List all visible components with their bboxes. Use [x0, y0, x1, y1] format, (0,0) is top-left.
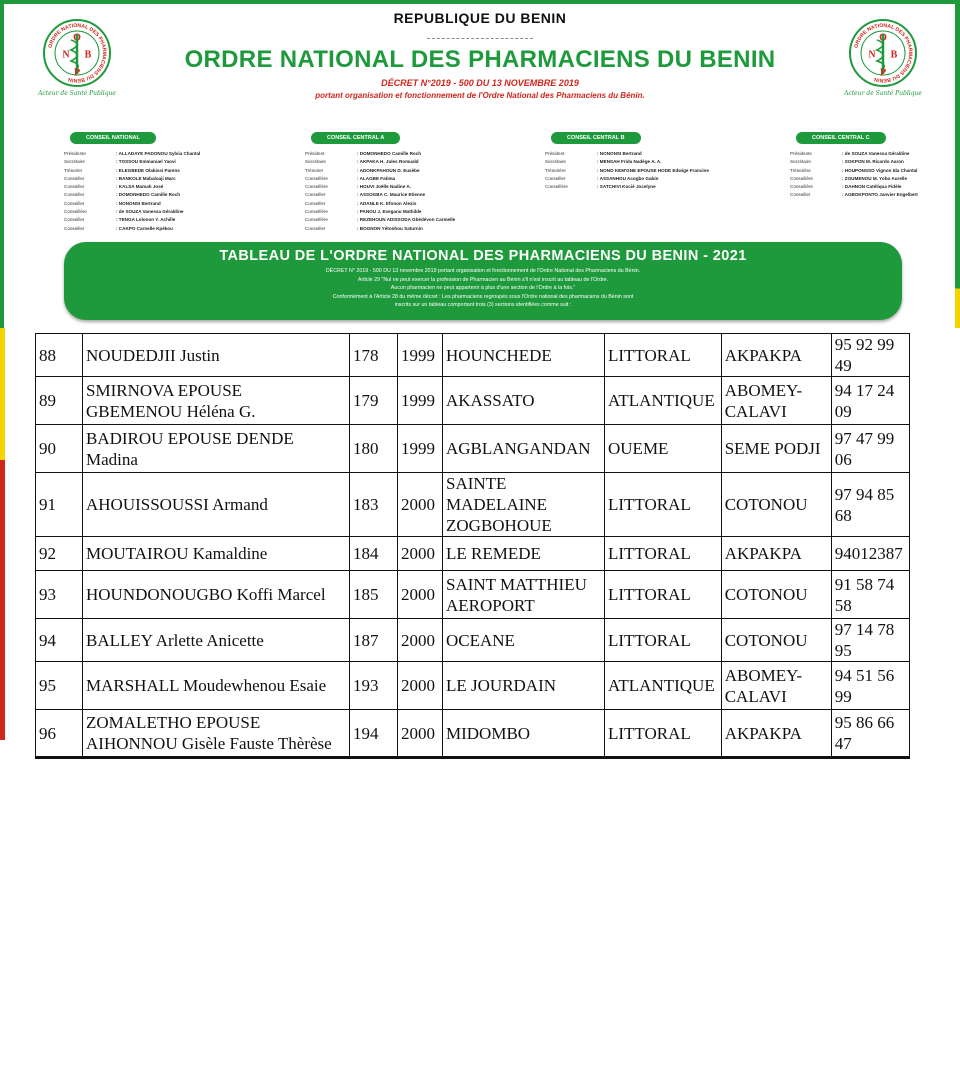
cell-number: 92	[36, 537, 83, 571]
member-name: : TENGA Lolonon Y. Achille	[116, 217, 176, 223]
member-role: Trésorière	[545, 167, 566, 173]
member-name: : ALAGBE Fatima	[357, 175, 396, 181]
cell-phone: 91 58 74 58	[831, 571, 909, 619]
cell-phone: 94 51 56 99	[831, 662, 909, 710]
table-row	[36, 334, 910, 377]
heading-divider	[427, 38, 533, 41]
member-role: Secrétaire	[305, 159, 326, 165]
member-name: : MENSAH Frida Nadège A. A.	[597, 159, 662, 165]
cell-order-number: 179	[350, 377, 398, 425]
cell-officine: HOUNCHEDE	[443, 334, 605, 377]
republic-heading: REPUBLIQUE DU BENIN	[393, 10, 567, 26]
council-member	[64, 216, 264, 224]
member-name: : DAHNON Catéliqua Fidèle	[842, 184, 902, 190]
member-name: : CAKPO Carnelle Kpékou	[116, 225, 173, 231]
council-block	[790, 126, 960, 200]
pharmacists-table	[35, 333, 910, 759]
logo-letter: P	[73, 67, 81, 79]
council-title-badge: CONSEIL CENTRAL A	[311, 132, 400, 144]
cell-department: LITTORAL	[605, 334, 722, 377]
council-block	[545, 126, 745, 191]
cell-officine: SAINT MATTHIEU AEROPORT	[443, 571, 605, 619]
council-member	[64, 200, 264, 208]
cell-order-number: 185	[350, 571, 398, 619]
council-member	[64, 158, 264, 166]
council-member	[545, 175, 745, 183]
table-row	[36, 425, 910, 473]
member-role: Président	[545, 151, 565, 156]
council-member	[64, 183, 264, 191]
cell-phone: 94012387	[831, 537, 909, 571]
member-name: : SATCHIVI Kocié Jocelyne	[597, 184, 656, 190]
council-member	[305, 175, 505, 183]
cell-order-number: 187	[350, 619, 398, 662]
cell-number: 96	[36, 710, 83, 758]
council-title-badge: CONSEIL CENTRAL B	[551, 132, 641, 144]
cell-number: 93	[36, 571, 83, 619]
member-role: Présidente	[790, 151, 812, 156]
cell-year: 2000	[398, 571, 443, 619]
member-name: : AKPAKA H. Jules Romuald	[357, 159, 419, 165]
council-member	[790, 158, 960, 166]
table-row	[36, 619, 910, 662]
cell-year: 2000	[398, 710, 443, 758]
ordre-title: ORDRE NATIONAL DES PHARMACIENS DU BENIN	[184, 46, 776, 73]
member-name: : SOKPON M. Ricardo Aaron	[842, 159, 904, 165]
member-name: : PANOU J. Eseganu Mathilde	[357, 209, 422, 215]
member-role: Conseillère	[790, 184, 813, 190]
cell-phone: 95 86 66 47	[831, 710, 909, 758]
cell-name: BADIROU EPOUSE DENDE Madina	[83, 425, 350, 473]
cell-phone: 95 92 99 49	[831, 334, 909, 377]
cell-officine: SAINTE MADELAINE ZOGBOHOUE	[443, 473, 605, 537]
council-member	[305, 150, 505, 158]
cell-order-number: 183	[350, 473, 398, 537]
banner-title: TABLEAU DE L'ORDRE NATIONAL DES PHARMACIENS DU BENIN - 2021	[219, 248, 747, 264]
table-row	[36, 377, 910, 425]
member-name: : ADONKPAHOUN D. Eusèbe	[357, 167, 420, 173]
member-name: : DOMONHEDO Camille Roch	[116, 192, 181, 198]
council-member	[305, 158, 505, 166]
cell-year: 2000	[398, 537, 443, 571]
member-role: Trésorier	[64, 167, 83, 173]
cell-commune: COTONOU	[721, 473, 831, 537]
decret-line: DÉCRET N°2019 - 500 DU 13 NOVEMBRE 2019	[381, 78, 579, 88]
council-member	[64, 167, 264, 175]
member-name: : de SOUZA Vanessa Géraldine	[116, 209, 184, 215]
cell-year: 1999	[398, 334, 443, 377]
council-member	[545, 167, 745, 175]
member-role: Conseillère	[545, 184, 568, 190]
cell-phone: 94 17 24 09	[831, 377, 909, 425]
cell-department: LITTORAL	[605, 710, 722, 758]
council-member-list	[305, 150, 505, 233]
logo-letter: N	[868, 49, 876, 61]
council-member-list	[545, 150, 745, 191]
member-name: : ADANLE K. Efonon Alexis	[357, 200, 417, 206]
cell-name: SMIRNOVA EPOUSE GBEMENOU Héléna G.	[83, 377, 350, 425]
council-member	[305, 216, 505, 224]
member-name: : NONO KEM'GNE EPOUSE HODE Edwige Francine	[597, 167, 709, 173]
member-name: : NONONSI Bertrand	[597, 151, 642, 156]
member-name: : HOUVI Joëlle Nadine A.	[357, 184, 411, 190]
member-name: : ASSANHOU Acogbo Gabin	[597, 175, 659, 181]
council-member	[64, 175, 264, 183]
logo-letter: N	[62, 49, 70, 61]
member-role: Conseillère	[64, 209, 87, 215]
cell-year: 1999	[398, 377, 443, 425]
cell-department: LITTORAL	[605, 571, 722, 619]
flag-side-strip	[0, 328, 5, 740]
council-member	[64, 225, 264, 233]
member-role: Conseillère	[305, 184, 328, 190]
cell-department: OUEME	[605, 425, 722, 473]
cell-order-number: 194	[350, 710, 398, 758]
council-member	[790, 167, 960, 175]
banner-text-line: DÉCRET N° 2019 - 500 DU 13 novembre 2019 portant organisation et fonctionnement de l'Ordre National des Pharmaciens du Bénin.	[325, 268, 641, 274]
member-name: : ZOUMENOU M. Yobo Aurelle	[842, 175, 907, 181]
tableau-banner	[64, 242, 902, 320]
table-row	[36, 662, 910, 710]
council-member	[790, 183, 960, 191]
member-role: Conseiller	[64, 175, 85, 181]
cell-year: 2000	[398, 662, 443, 710]
logo-letter: O	[879, 32, 887, 44]
cell-department: LITTORAL	[605, 473, 722, 537]
council-member	[305, 200, 505, 208]
member-name: : DOMONHEDO Camille Roch	[357, 151, 422, 156]
member-role: Conseillère	[305, 209, 328, 215]
cell-officine: MIDOMBO	[443, 710, 605, 758]
cell-commune: COTONOU	[721, 571, 831, 619]
council-block	[64, 126, 264, 233]
cell-name: NOUDEDJII Justin	[83, 334, 350, 377]
cell-name: BALLEY Arlette Anicette	[83, 619, 350, 662]
banner-text-line: Aucun pharmacien ne peut appartenir à plus d'une section de l'Ordre à la fois."	[390, 285, 576, 292]
cell-officine: OCEANE	[443, 619, 605, 662]
member-name: : ALLADAYE PADONOU Sylvia Chantal	[116, 151, 201, 156]
cell-number: 91	[36, 473, 83, 537]
council-member-list	[790, 150, 960, 200]
member-name: : BOGNON Yétonhou Saturnin	[357, 225, 423, 231]
cell-phone: 97 47 99 06	[831, 425, 909, 473]
cell-commune: SEME PODJI	[721, 425, 831, 473]
cell-officine: LE REMEDE	[443, 537, 605, 571]
council-member	[545, 150, 745, 158]
member-role: Conseillère	[790, 175, 813, 181]
member-role: Conseiller	[64, 200, 85, 206]
member-name: : TOSSOU Emmanuel Yaovi	[116, 159, 176, 165]
council-title-badge: CONSEIL CENTRAL C	[796, 132, 886, 144]
logo-letter: O	[73, 32, 81, 44]
portant-line: portant organisation et fonctionnement de l'Ordre National des Pharmaciens du Bénin.	[315, 91, 645, 100]
member-role: Conseillère	[305, 175, 328, 181]
member-role: Présidente	[64, 151, 86, 156]
member-role: Secrétaire	[545, 159, 566, 165]
council-title-badge: CONSEIL NATIONAL	[70, 132, 156, 144]
cell-order-number: 184	[350, 537, 398, 571]
cell-commune: AKPAKPA	[721, 710, 831, 758]
cell-order-number: 180	[350, 425, 398, 473]
member-role: Président	[305, 151, 325, 156]
cell-phone: 97 14 78 95	[831, 619, 909, 662]
member-role: Secrétaire	[64, 159, 85, 165]
member-role: Conseiller	[305, 192, 326, 198]
cell-order-number: 193	[350, 662, 398, 710]
logo-motto-right: Acteur de Santé Publique	[844, 90, 922, 97]
council-member-list	[64, 150, 264, 233]
cell-name: HOUNDONOUGBO Koffi Marcel	[83, 571, 350, 619]
table-row	[36, 473, 910, 537]
cell-name: MARSHALL Moudewhenou Esaie	[83, 662, 350, 710]
table-row	[36, 537, 910, 571]
cell-department: ATLANTIQUE	[605, 377, 722, 425]
member-role: Conseiller	[64, 192, 85, 198]
cell-commune: ABOMEY- CALAVI	[721, 662, 831, 710]
council-member	[305, 225, 505, 233]
member-name: : ASSOGBA C. Maurice Etienne	[357, 192, 426, 198]
table-row	[36, 710, 910, 758]
document-header	[0, 0, 960, 328]
cell-department: LITTORAL	[605, 619, 722, 662]
logo-letter: B	[890, 49, 898, 61]
cell-commune: AKPAKPA	[721, 537, 831, 571]
cell-number: 95	[36, 662, 83, 710]
council-member	[545, 183, 745, 191]
council-member	[305, 191, 505, 199]
cell-name: ZOMALETHO EPOUSE AIHONNOU Gisèle Fauste Thèrèse	[83, 710, 350, 758]
council-member	[64, 150, 264, 158]
cell-officine: LE JOURDAIN	[443, 662, 605, 710]
cell-number: 88	[36, 334, 83, 377]
cell-name: MOUTAIROU Kamaldine	[83, 537, 350, 571]
cell-year: 2000	[398, 619, 443, 662]
council-member	[545, 158, 745, 166]
member-name: : REZEHOUN ADISSODA Gbédévon Carmelle	[357, 217, 456, 223]
logo-letter: B	[84, 49, 92, 61]
council-member	[790, 175, 960, 183]
cell-commune: COTONOU	[721, 619, 831, 662]
member-name: : HOUPONSSO Vignon Ida Chantal	[842, 167, 918, 173]
logo-motto-left: Acteur de Santé Publique	[38, 90, 116, 97]
member-name: : NONONSI Bertrand	[116, 200, 161, 206]
cell-officine: AGBLANGANDAN	[443, 425, 605, 473]
council-member	[790, 150, 960, 158]
banner-text	[64, 267, 902, 310]
cell-department: ATLANTIQUE	[605, 662, 722, 710]
member-name: : KALSA Mamah José	[116, 184, 164, 190]
member-role: Conseiller	[545, 175, 566, 181]
council-member	[305, 167, 505, 175]
member-name: : BANKOLE Mabaloaji Marc	[116, 175, 176, 181]
banner-text-line: Conformément à l'Article 28 du même décret : Les pharmaciens regroupés sous l'Ordre national des pharmaciens du Bénin sont	[332, 293, 634, 300]
member-role: Conseiller	[305, 200, 326, 206]
member-role: Conseiller	[790, 192, 811, 198]
green-frame-top	[0, 0, 960, 4]
cell-order-number: 178	[350, 334, 398, 377]
logo-ring-text: ORDRE NATIONAL DES PHARMACIENS DU BENIN	[853, 22, 914, 84]
member-role: Conseillère	[305, 217, 328, 223]
member-role: Conseiller	[305, 225, 326, 231]
member-role: Secrétaire	[790, 159, 811, 165]
member-name: : ELEGBEDE Olabissi Parens	[116, 167, 180, 173]
council-block	[305, 126, 505, 233]
cell-commune: AKPAKPA	[721, 334, 831, 377]
table-row	[36, 571, 910, 619]
member-name: : de SOUZA Vanessa Géraldine	[842, 151, 910, 156]
member-role: Trésorière	[790, 167, 811, 173]
council-member	[790, 191, 960, 199]
member-role: Conseiller	[64, 225, 85, 231]
member-name: : AGBOKPONTO Janvier Engelbert	[842, 192, 918, 198]
cell-commune: ABOMEY- CALAVI	[721, 377, 831, 425]
council-member	[305, 208, 505, 216]
cell-department: LITTORAL	[605, 537, 722, 571]
cell-number: 90	[36, 425, 83, 473]
banner-text-line: inscrits sur un tableau comportant trois (3) sections identifiées comme suit :	[394, 302, 572, 309]
cell-year: 1999	[398, 425, 443, 473]
member-role: Conseiller	[64, 217, 85, 223]
member-role: Trésorier	[305, 167, 324, 173]
logo-ring-text: ORDRE NATIONAL DES PHARMACIENS DU BENIN	[47, 22, 108, 84]
member-role: Conseiller	[64, 184, 85, 190]
banner-text-line: Article 29 "Nul ne peut exercer la profession de Pharmacien au Bénin s'il n'est inscrit au tableau de l'Ordre.	[357, 276, 609, 283]
council-member	[64, 208, 264, 216]
logo-letter: P	[879, 67, 887, 79]
cell-phone: 97 94 85 68	[831, 473, 909, 537]
cell-number: 94	[36, 619, 83, 662]
cell-year: 2000	[398, 473, 443, 537]
council-member	[305, 183, 505, 191]
council-member	[64, 191, 264, 199]
cell-number: 89	[36, 377, 83, 425]
cell-officine: AKASSATO	[443, 377, 605, 425]
cell-name: AHOUISSOUSSI Armand	[83, 473, 350, 537]
